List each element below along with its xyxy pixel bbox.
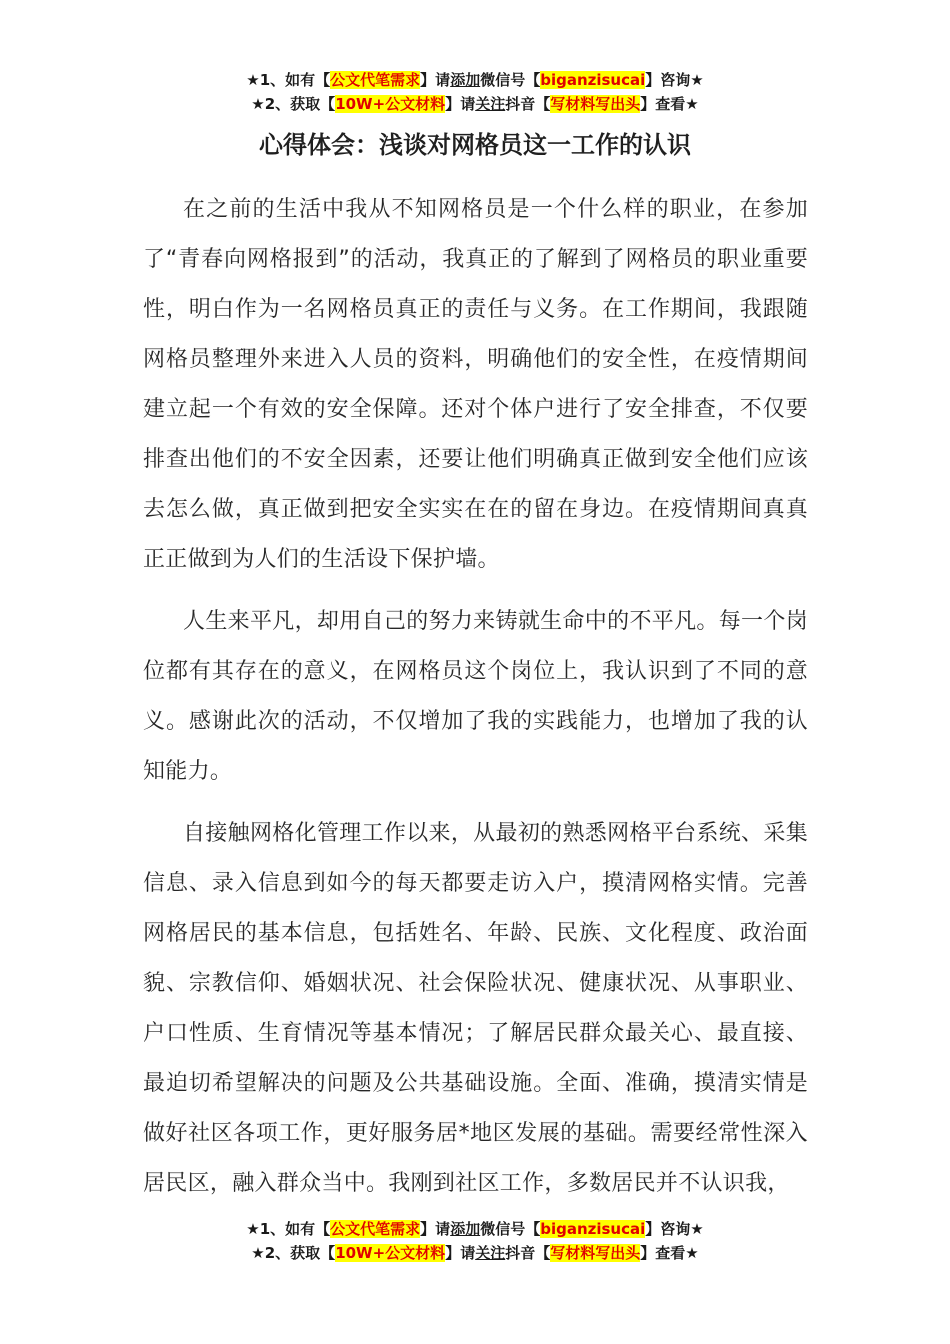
banner-text: 】查看★ [640,95,699,113]
banner-text: 】请 [420,71,451,89]
banner-highlight: 10W+公文材料 [335,1244,446,1262]
banner-highlight: 写材料写出头 [550,95,641,113]
banner-highlight: biganzisucai [540,71,646,89]
banner-highlight: 写材料写出头 [550,1244,641,1262]
banner-highlight: 公文代笔需求 [330,71,421,89]
banner-underline: 添加 [450,71,481,89]
paragraph: 人生来平凡，却用自己的努力来铸就生命中的不平凡。每一个岗位都有其存在的意义，在网格员这个岗位上，我认识到了不同的意义。感谢此次的活动，不仅增加了我的实践能力，也增加了我的认知能力。 [143,609,808,784]
banner-text: ★2、获取【 [251,1244,336,1262]
banner-line-1 [0,68,950,92]
banner-text: 微信号【 [480,1220,541,1238]
banner-line-2 [0,1241,950,1265]
header-banner [0,68,950,116]
banner-line-2 [0,92,950,116]
banner-line-1 [0,1217,950,1241]
paragraph: 在之前的生活中我从不知网格员是一个什么样的职业，在参加了“青春向网格报到”的活动，我真正的了解到了网格员的职业重要性，明白作为一名网格员真正的责任与义务。在工作期间，我跟随网格员整理外来进入人员的资料，明确他们的安全性，在疫情期间建立起一个有效的安全保障。还对个体户进行了安全排查，不仅要排查出他们的不安全因素，还要让他们明确真正做到安全他们应该去怎么做，真正做到把安全实实在在的留在身边。在疫情期间真真正正做到为人们的生活设下保护墙。 [143,197,808,572]
banner-underline: 关注 [475,95,506,113]
banner-text: 】请 [420,1220,451,1238]
banner-text: 抖音【 [505,1244,551,1262]
banner-text: 】咨询★ [645,71,704,89]
document-title: 心得体会：浅谈对网格员这一工作的认识 [259,131,691,159]
banner-text: 】咨询★ [645,1220,704,1238]
document-body [143,185,808,1221]
banner-underline: 添加 [450,1220,481,1238]
banner-text: 】请 [445,95,476,113]
paragraph: 自接触网格化管理工作以来，从最初的熟悉网格平台系统、采集信息、录入信息到如今的每天都要走访入户，摸清网格实情。完善网格居民的基本信息，包括姓名、年龄、民族、文化程度、政治面貌、宗教信仰、婚姻状况、社会保险状况、健康状况、从事职业、户口性质、生育情况等基本情况；了解居民群众最关心、最直接、最迫切希望解决的问题及公共基础设施。全面、准确，摸清实情是做好社区各项工作，更好服务居*地区发展的基础。需要经常性深入居民区，融入群众当中。我刚到社区工作，多数居民并不认识我， [143,821,808,1196]
banner-text: 】查看★ [640,1244,699,1262]
banner-highlight: 10W+公文材料 [335,95,446,113]
banner-highlight: 公文代笔需求 [330,1220,421,1238]
banner-text: 微信号【 [480,71,541,89]
banner-text: ★1、如有【 [246,1220,331,1238]
banner-text: ★2、获取【 [251,95,336,113]
banner-text: 抖音【 [505,95,551,113]
banner-text: 】请 [445,1244,476,1262]
banner-text: ★1、如有【 [246,71,331,89]
footer-banner [0,1217,950,1265]
banner-highlight: biganzisucai [540,1220,646,1238]
banner-underline: 关注 [475,1244,506,1262]
